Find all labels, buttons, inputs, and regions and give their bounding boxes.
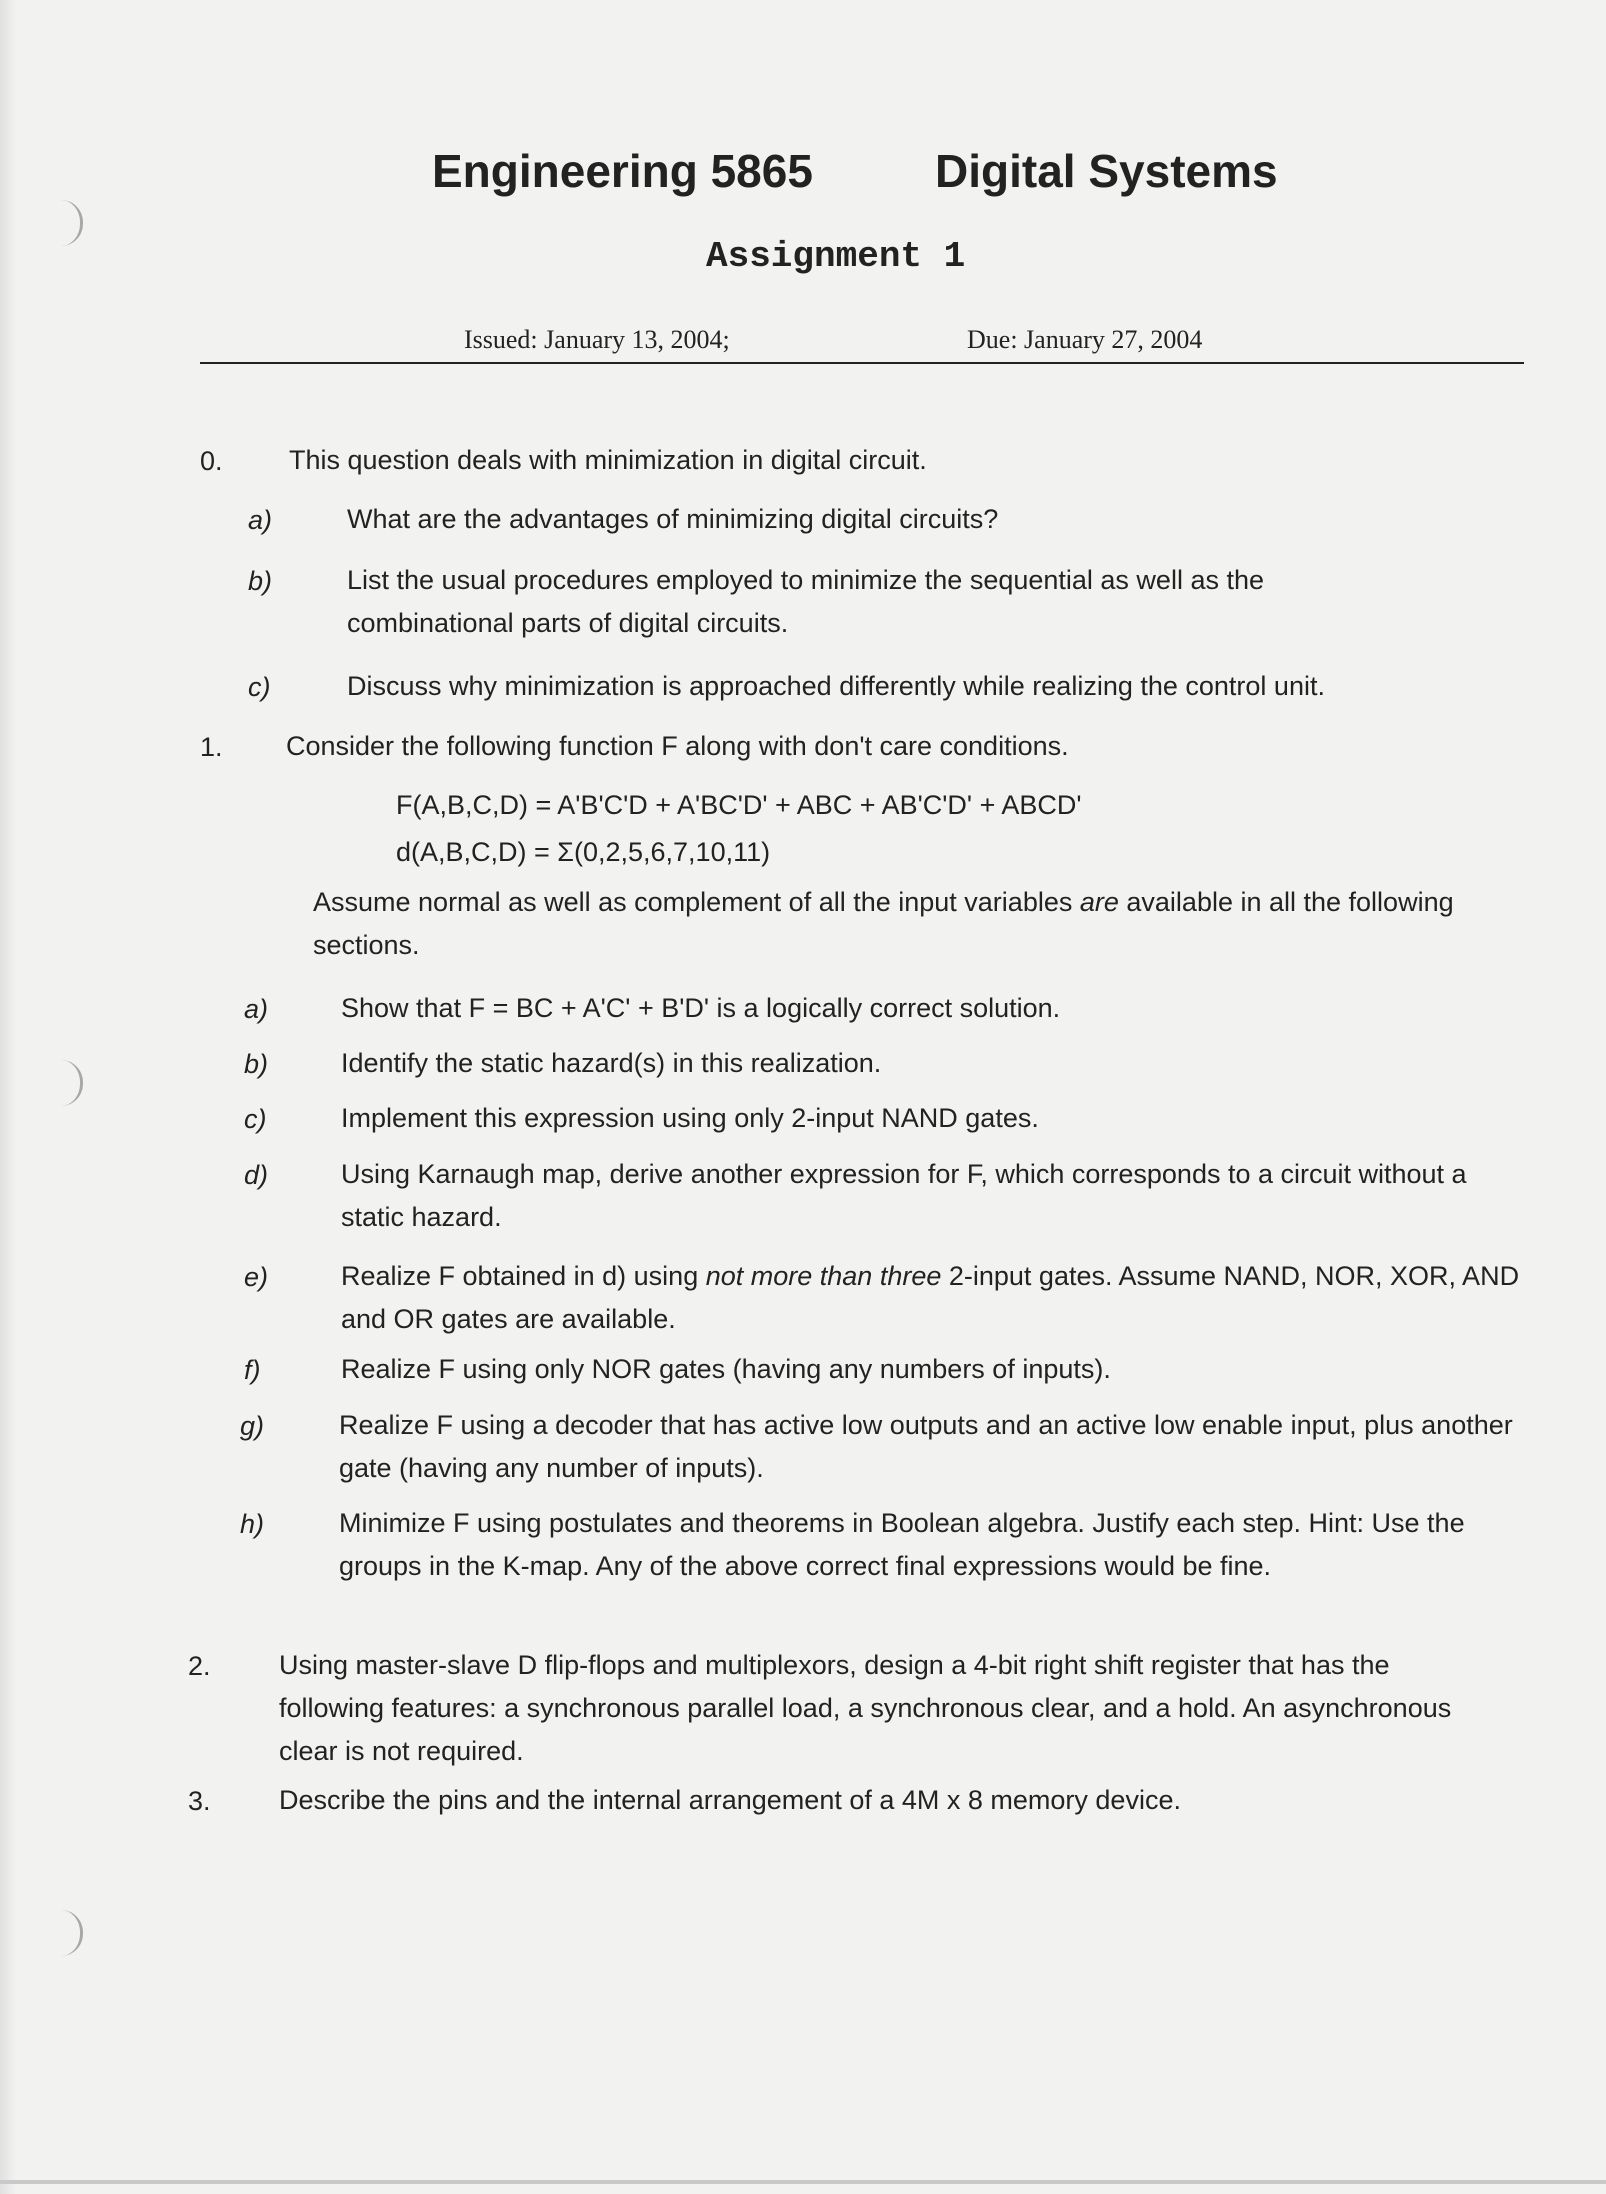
question-number: 2. <box>188 1651 211 1681</box>
part-text: Using Karnaugh map, derive another expression for F, which corresponds to a circuit without a static hazard. <box>341 1159 1467 1232</box>
question-text: Describe the pins and the internal arrangement of a 4M x 8 memory device. <box>279 1785 1181 1815</box>
function-equation: F(A,B,C,D) = A'B'C'D + A'BC'D' + ABC + AB'C'D' + ABCD' <box>396 790 1082 820</box>
part-text: List the usual procedures employed to minimize the sequential as well as the combinational parts of digital circuits. <box>347 565 1264 638</box>
course-title: Engineering 5865 <box>432 145 813 197</box>
question-text: This question deals with minimization in digital circuit. <box>289 445 927 475</box>
part-label: b) <box>248 566 273 596</box>
question-number: 0. <box>200 446 223 476</box>
question-text: Consider the following function F along with don't care conditions. <box>286 731 1069 761</box>
part-label: c) <box>248 672 271 702</box>
part-label: f) <box>244 1355 261 1385</box>
scan-shadow <box>0 0 16 2194</box>
part-text: Realize F using a decoder that has active low outputs and an active low enable input, plus another gate (having any number of inputs). <box>339 1410 1513 1483</box>
issued-date: Issued: January 13, 2004; <box>464 325 730 354</box>
part-text: Discuss why minimization is approached differently while realizing the control unit. <box>347 671 1325 701</box>
course-name: Digital Systems <box>935 145 1278 197</box>
due-date: Due: January 27, 2004 <box>967 325 1203 354</box>
question-text: Using master-slave D flip-flops and multiplexors, design a 4-bit right shift register that has the following features: a synchronous parallel load, a synchronous clear, and a hold. An asynchronous clear is not required. <box>279 1650 1452 1766</box>
part-text: Realize F obtained in d) using not more than three 2-input gates. Assume NAND, NOR, XOR, AND and OR gates are available. <box>341 1261 1520 1334</box>
question-number: 3. <box>188 1786 211 1816</box>
part-label: e) <box>244 1262 269 1292</box>
part-text: Realize F using only NOR gates (having any numbers of inputs). <box>341 1354 1111 1384</box>
part-label: d) <box>244 1160 269 1190</box>
dont-care-equation: d(A,B,C,D) = Σ(0,2,5,6,7,10,11) <box>396 837 771 867</box>
part-label: c) <box>244 1104 267 1134</box>
part-text: Minimize F using postulates and theorems in Boolean algebra. Justify each step. Hint: Use the groups in the K-map. Any of the above correct final expressions would be fine. <box>339 1508 1465 1581</box>
question-number: 1. <box>200 732 223 762</box>
punch-hole-bottom <box>44 1910 83 1956</box>
part-label: g) <box>240 1411 265 1441</box>
part-label: a) <box>248 505 273 535</box>
part-text: What are the advantages of minimizing digital circuits? <box>347 504 999 534</box>
punch-hole-top <box>44 200 83 246</box>
assumption-text: Assume normal as well as complement of all the input variables are available in all the following sections. <box>313 887 1454 960</box>
part-text: Identify the static hazard(s) in this realization. <box>341 1048 882 1078</box>
page-bottom-edge <box>0 2180 1606 2184</box>
header-rule <box>200 362 1524 364</box>
part-text: Implement this expression using only 2-input NAND gates. <box>341 1103 1039 1133</box>
part-label: b) <box>244 1049 269 1079</box>
part-label: h) <box>240 1509 265 1539</box>
punch-hole-middle <box>44 1060 83 1106</box>
assignment-title: Assignment 1 <box>706 236 966 277</box>
part-text: Show that F = BC + A'C' + B'D' is a logically correct solution. <box>341 993 1061 1023</box>
part-label: a) <box>244 994 269 1024</box>
